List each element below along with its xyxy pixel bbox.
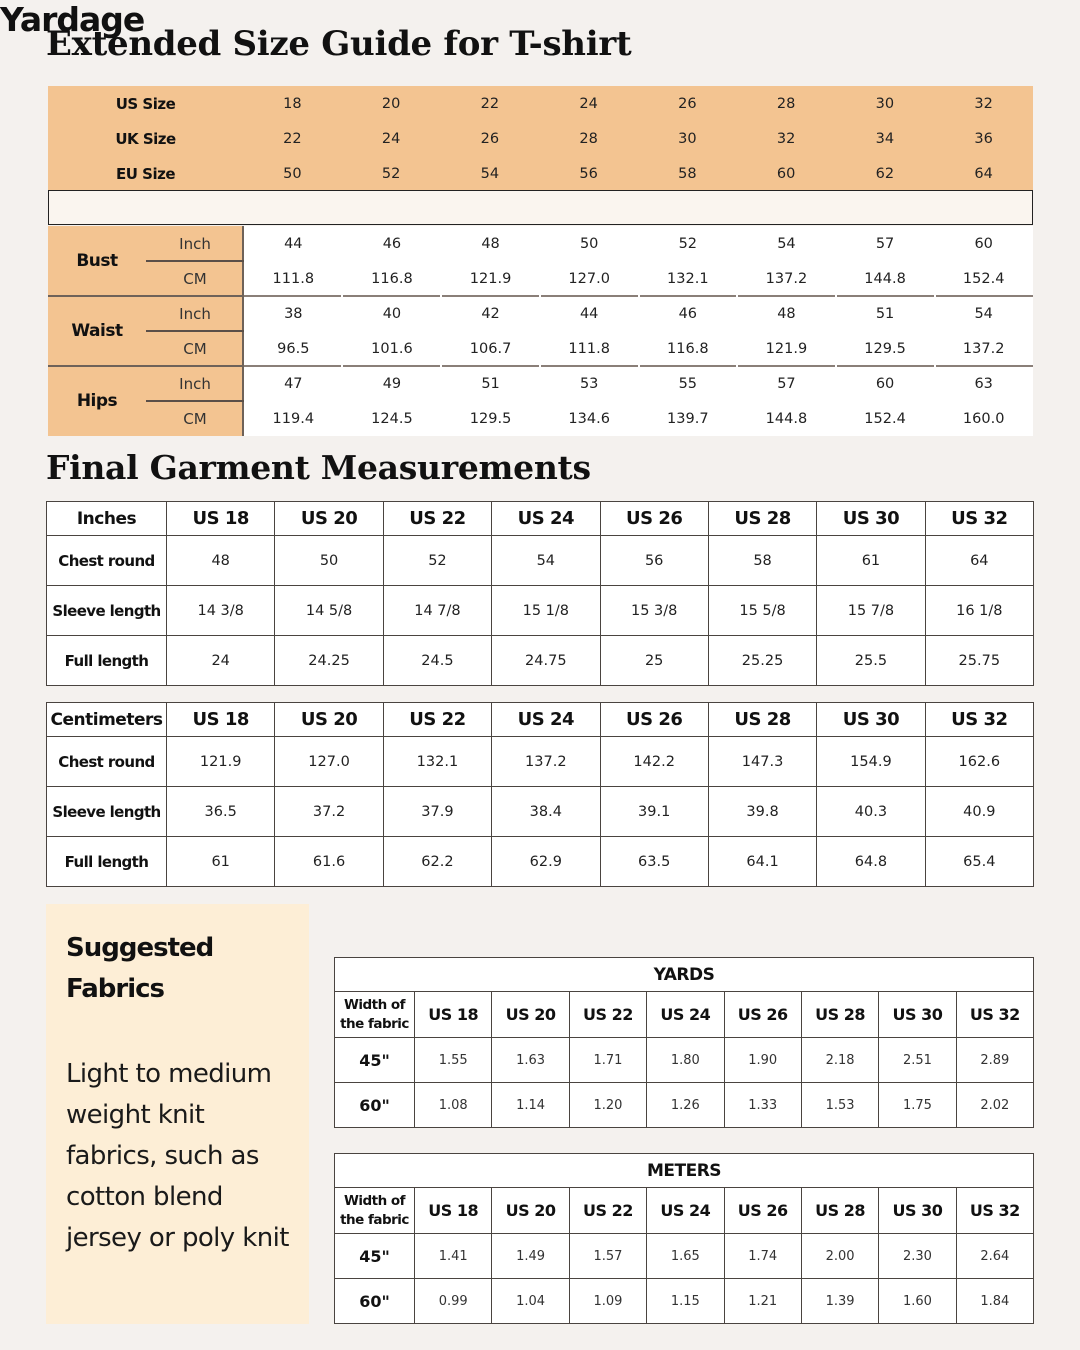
table-cell: 1.20: [569, 1083, 646, 1128]
size-value: 54: [480, 165, 500, 182]
unit-label-cm: CM: [183, 269, 207, 288]
table-cell: 0.99: [415, 1279, 492, 1324]
size-value: 32: [974, 95, 993, 112]
measurement-value: 129.5: [469, 410, 512, 427]
table-cell: 1.55: [415, 1038, 492, 1083]
size-header: US 32: [925, 703, 1033, 737]
fabrics-title: Suggested Fabrics: [66, 933, 214, 1004]
size-header: US 20: [492, 992, 569, 1038]
measurement-value: 57: [777, 375, 796, 392]
size-value: 28: [776, 95, 796, 112]
size-value: 60: [776, 165, 796, 182]
size-header: US 18: [167, 703, 275, 737]
size-header: US 20: [275, 502, 383, 536]
measurement-name: Hips: [76, 391, 118, 411]
table-cell: 1.49: [492, 1234, 569, 1279]
table-cell: 121.9: [167, 737, 275, 787]
table-row: [335, 1234, 1034, 1279]
row-label: 45": [335, 1038, 415, 1083]
table-cell: 154.9: [817, 737, 925, 787]
divider-segment: [936, 295, 1033, 297]
measurement-value: 116.8: [371, 270, 413, 287]
table-cell: 54: [492, 536, 600, 586]
size-value: 30: [875, 95, 895, 112]
measurement-value: 60: [875, 375, 895, 392]
measurement-group-waist: [48, 296, 1033, 366]
caption-row: [335, 1154, 1034, 1188]
table-cell: 2.89: [956, 1038, 1033, 1083]
size-value: 56: [579, 165, 598, 182]
table-cell: 64.8: [817, 837, 925, 887]
table-cell: 36.5: [167, 787, 275, 837]
size-header: US 18: [167, 502, 275, 536]
table-cell: 1.39: [801, 1279, 878, 1324]
header-row: [335, 992, 1034, 1038]
measurement-values-inch: [244, 296, 1033, 331]
width-header: Width of the fabric: [335, 992, 415, 1038]
table-cell: 37.2: [275, 787, 383, 837]
size-value: 50: [283, 165, 302, 182]
measurement-value: 144.8: [864, 270, 906, 287]
table-cell: 142.2: [600, 737, 708, 787]
table-cell: 1.90: [724, 1038, 801, 1083]
size-header: US 32: [925, 502, 1033, 536]
measurement-value: 54: [974, 305, 993, 322]
table-cell: 25.75: [925, 636, 1033, 686]
size-header: US 26: [724, 992, 801, 1038]
size-value: 32: [776, 130, 796, 147]
table-cell: 15 7/8: [817, 586, 925, 636]
row-label: US Size: [115, 94, 176, 113]
unit-label-cm: CM: [183, 409, 207, 428]
divider-segment: [343, 295, 440, 297]
size-header: US 24: [492, 703, 600, 737]
measurement-value: 134.6: [568, 410, 610, 427]
table-cell: 1.57: [569, 1234, 646, 1279]
row-label: Sleeve length: [47, 586, 167, 636]
row-divider: [48, 295, 1033, 297]
table-cell: 1.80: [647, 1038, 724, 1083]
table-cell: 65.4: [925, 837, 1033, 887]
table-row: [335, 1083, 1034, 1128]
measurement-value: 124.5: [371, 410, 413, 427]
table-cell: 147.3: [708, 737, 816, 787]
measurement-label-cell: [48, 296, 244, 366]
divider-segment: [442, 365, 539, 367]
uk-size-row: [48, 121, 1033, 156]
row-label: 60": [335, 1083, 415, 1128]
size-header: US 24: [492, 502, 600, 536]
size-header: US 20: [492, 1188, 569, 1234]
measurement-values-inch: [244, 226, 1033, 261]
table-cell: 1.74: [724, 1234, 801, 1279]
width-header: Width of the fabric: [335, 1188, 415, 1234]
row-divider: [48, 365, 1033, 367]
table-cell: 2.00: [801, 1234, 878, 1279]
table-cell: 1.33: [724, 1083, 801, 1128]
size-header: US 28: [801, 992, 878, 1038]
unit-label-inch: Inch: [179, 234, 211, 253]
size-value: 64: [974, 165, 993, 182]
size-header: US 26: [600, 502, 708, 536]
size-value: 28: [579, 130, 598, 147]
size-value: 36: [974, 130, 993, 147]
row-label: Full length: [47, 636, 167, 686]
table-row: [47, 837, 1034, 887]
table-cell: 127.0: [275, 737, 383, 787]
size-header: US 28: [708, 703, 816, 737]
caption-row: [335, 958, 1034, 992]
table-cell: 1.21: [724, 1279, 801, 1324]
divider-right: [244, 295, 1033, 297]
table-cell: 1.75: [879, 1083, 956, 1128]
size-header: US 28: [801, 1188, 878, 1234]
measurement-value: 129.5: [864, 340, 906, 357]
measurement-value: 50: [579, 235, 599, 252]
table-cell: 162.6: [925, 737, 1033, 787]
size-value: 24: [381, 130, 401, 147]
divider-segment: [244, 295, 341, 297]
measurement-value: 38: [284, 305, 303, 322]
unit-header: Inches: [47, 502, 167, 536]
size-header: US 30: [817, 703, 925, 737]
table-cell: 1.60: [879, 1279, 956, 1324]
table-cell: 56: [600, 536, 708, 586]
table-cell: 1.53: [801, 1083, 878, 1128]
measurement-value: 42: [481, 305, 500, 322]
measurement-values-cm: [244, 401, 1033, 436]
table-cell: 1.63: [492, 1038, 569, 1083]
size-header: US 18: [415, 1188, 492, 1234]
divider-segment: [640, 295, 737, 297]
page-title: Extended Size Guide for T-shirt: [46, 24, 632, 64]
eu-size-row: [48, 156, 1033, 191]
size-header: US 30: [817, 502, 925, 536]
measurement-value: 106.7: [469, 340, 512, 357]
measurement-value: 63: [974, 375, 993, 392]
measurement-value: 46: [678, 305, 698, 322]
table-cell: 58: [708, 536, 816, 586]
unit-label-cm: CM: [183, 339, 207, 358]
table-cell: 61.6: [275, 837, 383, 887]
measurement-value: 44: [284, 235, 303, 252]
table-row: [335, 1279, 1034, 1324]
size-value: 58: [678, 165, 697, 182]
table-cell: 37.9: [383, 787, 491, 837]
row-label: 45": [335, 1234, 415, 1279]
size-header: US 22: [569, 992, 646, 1038]
table-row: [47, 536, 1034, 586]
measurement-value: 40: [382, 305, 402, 322]
table-cell: 40.9: [925, 787, 1033, 837]
measurement-value: 137.2: [765, 270, 808, 287]
divider-segment: [541, 365, 638, 367]
size-value: 18: [283, 95, 302, 112]
table-cell: 61: [167, 837, 275, 887]
measurement-value: 139.7: [667, 410, 709, 427]
table-row: [335, 1038, 1034, 1083]
table-cell: 2.02: [956, 1083, 1033, 1128]
measurement-value: 132.1: [667, 270, 709, 287]
section-title-yardage: Yardage: [0, 0, 145, 39]
header-row: [47, 502, 1034, 536]
table-cell: 132.1: [383, 737, 491, 787]
table-row: [47, 636, 1034, 686]
table-cell: 14 3/8: [167, 586, 275, 636]
table-cell: 1.08: [415, 1083, 492, 1128]
table-cell: 15 5/8: [708, 586, 816, 636]
table-cell: 15 3/8: [600, 586, 708, 636]
table-cell: 39.1: [600, 787, 708, 837]
table-cell: 2.18: [801, 1038, 878, 1083]
garment-inches-table: [46, 501, 1034, 686]
measurement-value: 101.6: [371, 340, 413, 357]
table-cell: 1.65: [647, 1234, 724, 1279]
size-header: US 18: [415, 992, 492, 1038]
measurement-value: 121.9: [765, 340, 808, 357]
measurement-value: 96.5: [277, 340, 310, 357]
table-cell: 25.25: [708, 636, 816, 686]
size-value: 26: [678, 95, 697, 112]
measurement-value: 49: [382, 375, 402, 392]
body-measurements-table: [48, 226, 1033, 436]
row-label: Sleeve length: [47, 787, 167, 837]
size-header: US 26: [724, 1188, 801, 1234]
measurement-value: 57: [875, 235, 895, 252]
measurement-value: 44: [579, 305, 599, 322]
row-label: 60": [335, 1279, 415, 1324]
table-cell: 1.26: [647, 1083, 724, 1128]
table-cell: 63.5: [600, 837, 708, 887]
table-cell: 48: [167, 536, 275, 586]
measurement-value: 111.8: [272, 270, 315, 287]
divider-segment: [837, 295, 934, 297]
table-cell: 2.64: [956, 1234, 1033, 1279]
size-header: US 26: [600, 703, 708, 737]
measurement-values-cm: [244, 331, 1033, 366]
table-cell: 39.8: [708, 787, 816, 837]
table-cell: 1.15: [647, 1279, 724, 1324]
table-cell: 61: [817, 536, 925, 586]
measurement-value: 53: [579, 375, 599, 392]
divider-segment: [738, 295, 835, 297]
measurement-name: Bust: [76, 251, 118, 271]
measurement-name: Waist: [71, 321, 123, 341]
table-cell: 62.9: [492, 837, 600, 887]
divider-left: [48, 365, 244, 367]
row-label: EU Size: [116, 164, 175, 183]
unit-label-inch: Inch: [179, 304, 211, 323]
table-cell: 25: [600, 636, 708, 686]
divider-right: [244, 365, 1033, 367]
table-cell: 1.71: [569, 1038, 646, 1083]
size-value: 34: [875, 130, 895, 147]
table-cell: 15 1/8: [492, 586, 600, 636]
table-cell: 24.25: [275, 636, 383, 686]
measurement-value: 60: [974, 235, 993, 252]
size-header: US 32: [956, 992, 1033, 1038]
size-value: 24: [579, 95, 598, 112]
measurement-value: 116.8: [667, 340, 709, 357]
garment-cm-table: [46, 702, 1034, 887]
measurement-values-inch: [244, 366, 1033, 401]
divider-segment: [541, 295, 638, 297]
measurement-value: 152.4: [864, 410, 906, 427]
table-cell: 14 5/8: [275, 586, 383, 636]
table-cell: 38.4: [492, 787, 600, 837]
size-value: 62: [875, 165, 895, 182]
size-header: US 22: [383, 502, 491, 536]
table-cell: 2.51: [879, 1038, 956, 1083]
divider-bar: [48, 190, 1033, 225]
divider-segment: [837, 365, 934, 367]
size-value: 22: [283, 130, 302, 147]
table-cell: 137.2: [492, 737, 600, 787]
table-cell: 1.84: [956, 1279, 1033, 1324]
size-header: US 28: [708, 502, 816, 536]
size-header: US 24: [647, 992, 724, 1038]
header-row: [47, 703, 1034, 737]
yardage-yards-table: [334, 957, 1034, 1128]
measurement-value: 144.8: [765, 410, 808, 427]
table-cell: 24: [167, 636, 275, 686]
size-header: US 24: [647, 1188, 724, 1234]
measurement-group-hips: [48, 366, 1033, 436]
unit-header: Centimeters: [47, 703, 167, 737]
table-row: [47, 737, 1034, 787]
measurement-value: 48: [777, 305, 796, 322]
size-value: 30: [678, 130, 697, 147]
table-cell: 24.5: [383, 636, 491, 686]
unit-label-inch: Inch: [179, 374, 211, 393]
size-value: 52: [381, 165, 401, 182]
section-title-final-garment: Final Garment Measurements: [46, 448, 591, 487]
measurement-value: 46: [382, 235, 402, 252]
measurement-value: 47: [284, 375, 303, 392]
measurement-value: 121.9: [469, 270, 512, 287]
table-cell: 1.14: [492, 1083, 569, 1128]
size-value: 20: [381, 95, 401, 112]
measurement-value: 127.0: [568, 270, 610, 287]
size-header: US 30: [879, 992, 956, 1038]
measurement-values-cm: [244, 261, 1033, 296]
measurement-group-bust: [48, 226, 1033, 296]
measurement-value: 48: [481, 235, 500, 252]
fabrics-description: Light to medium weight knit fabrics, such as cotton blend jersey or poly knit: [66, 1059, 289, 1253]
divider-segment: [640, 365, 737, 367]
row-label: Chest round: [47, 536, 167, 586]
table-cell: 50: [275, 536, 383, 586]
measurement-label-cell: [48, 226, 244, 296]
measurement-value: 119.4: [272, 410, 315, 427]
row-label: Chest round: [47, 737, 167, 787]
table-row: [47, 787, 1034, 837]
measurement-value: 111.8: [568, 340, 610, 357]
table-cell: 62.2: [383, 837, 491, 887]
divider-segment: [738, 365, 835, 367]
table-cell: 14 7/8: [383, 586, 491, 636]
table-cell: 64.1: [708, 837, 816, 887]
measurement-value: 52: [678, 235, 698, 252]
table-cell: 25.5: [817, 636, 925, 686]
suggested-fabrics-panel: [46, 904, 309, 1324]
table-cell: 24.75: [492, 636, 600, 686]
divider-segment: [244, 365, 341, 367]
divider-segment: [936, 365, 1033, 367]
measurement-value: 55: [678, 375, 698, 392]
size-header: US 30: [879, 1188, 956, 1234]
row-label: UK Size: [115, 129, 176, 148]
yardage-meters-table: [334, 1153, 1034, 1324]
us-size-row: [48, 86, 1033, 121]
table-caption: YARDS: [335, 958, 1034, 992]
table-cell: 40.3: [817, 787, 925, 837]
table-cell: 16 1/8: [925, 586, 1033, 636]
size-header: US 22: [569, 1188, 646, 1234]
measurement-label-cell: [48, 366, 244, 436]
measurement-value: 160.0: [962, 410, 1005, 427]
size-header: US 22: [383, 703, 491, 737]
measurement-value: 51: [481, 375, 500, 392]
size-value: 26: [480, 130, 500, 147]
divider-segment: [343, 365, 440, 367]
table-cell: 1.09: [569, 1279, 646, 1324]
header-row: [335, 1188, 1034, 1234]
measurement-value: 51: [875, 305, 895, 322]
table-caption: METERS: [335, 1154, 1034, 1188]
measurement-value: 152.4: [962, 270, 1005, 287]
row-label: Full length: [47, 837, 167, 887]
size-conversion-table: [48, 86, 1033, 190]
size-header: US 32: [956, 1188, 1033, 1234]
table-cell: 64: [925, 536, 1033, 586]
divider-segment: [442, 295, 539, 297]
table-cell: 2.30: [879, 1234, 956, 1279]
divider-left: [48, 295, 244, 297]
measurement-value: 54: [777, 235, 796, 252]
table-cell: 1.41: [415, 1234, 492, 1279]
size-header: US 20: [275, 703, 383, 737]
table-cell: 1.04: [492, 1279, 569, 1324]
table-row: [47, 586, 1034, 636]
size-value: 22: [480, 95, 500, 112]
measurement-value: 137.2: [962, 340, 1005, 357]
table-cell: 52: [383, 536, 491, 586]
